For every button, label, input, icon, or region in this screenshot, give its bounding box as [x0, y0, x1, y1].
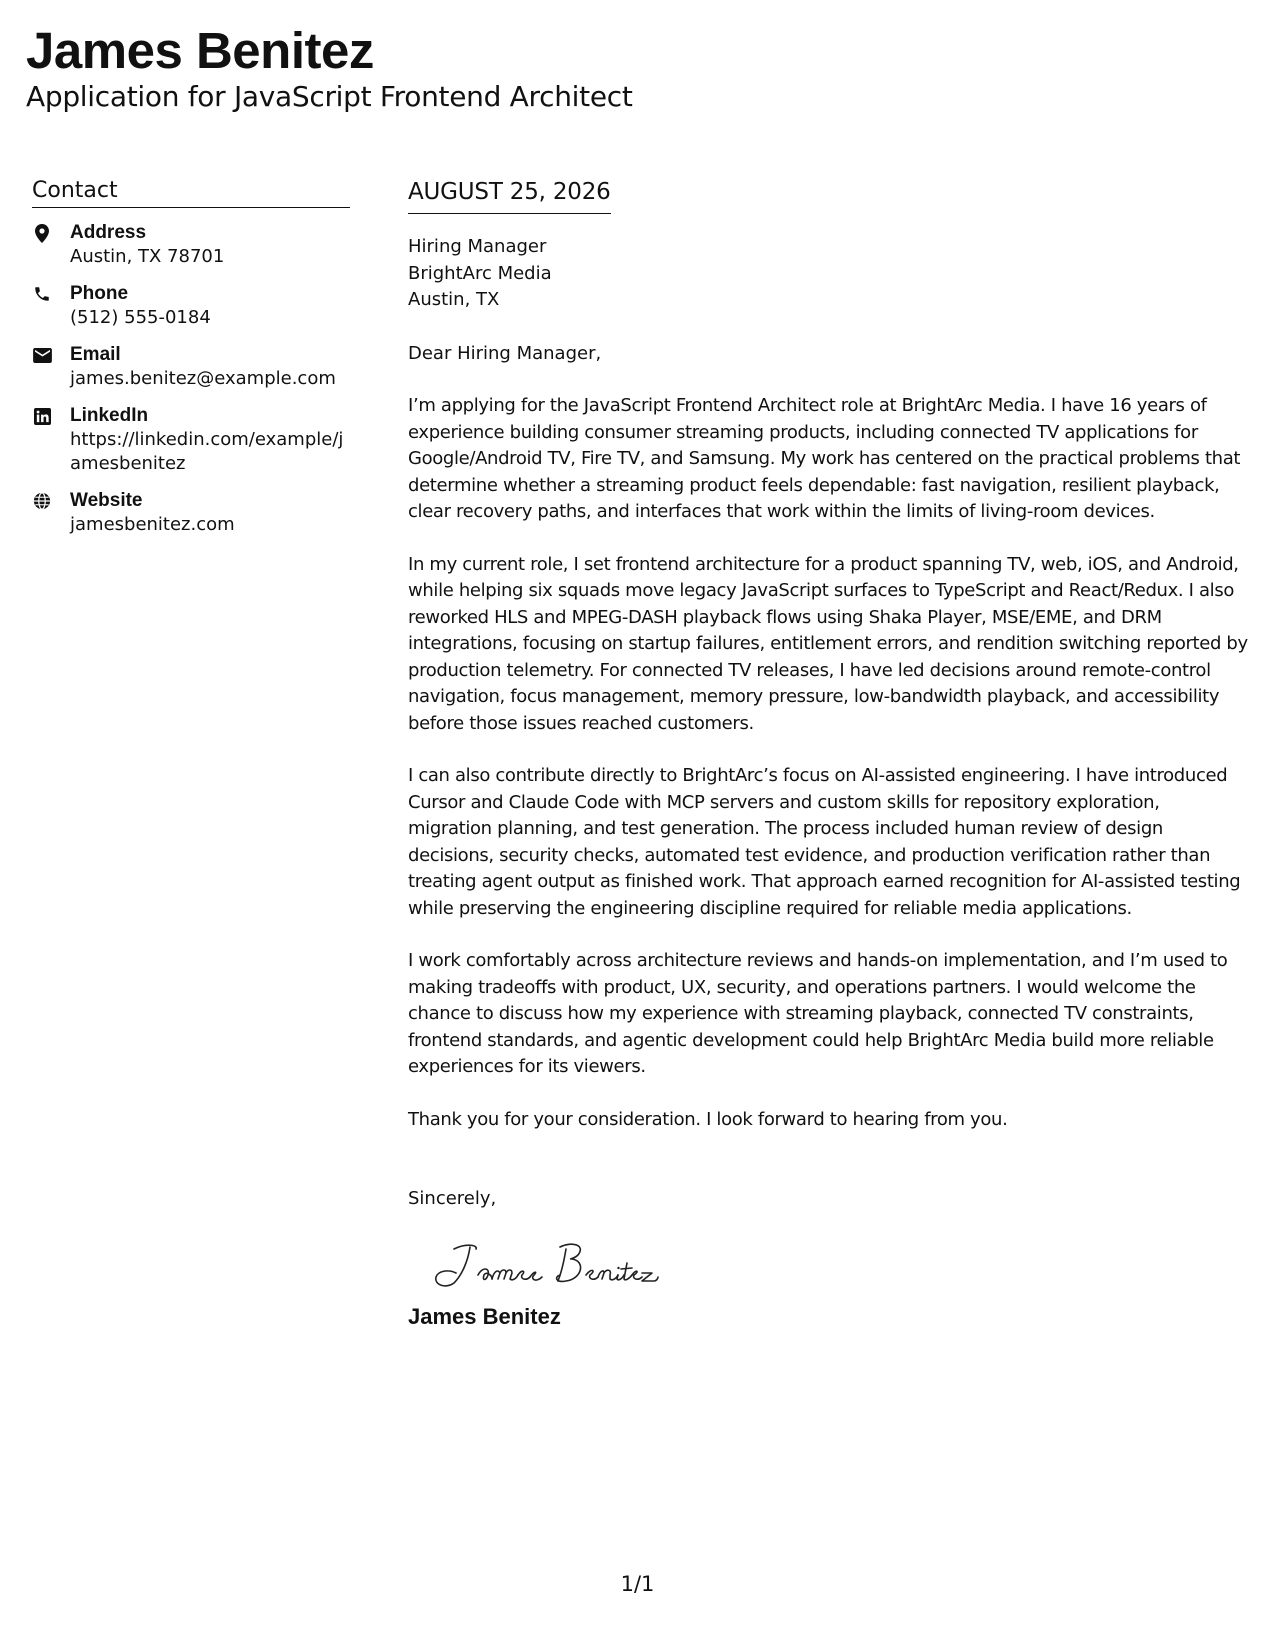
contact-value[interactable]: jamesbenitez.com [70, 514, 235, 535]
application-title: Application for JavaScript Frontend Architect [26, 80, 633, 113]
salutation: Dear Hiring Manager, [408, 342, 602, 364]
recipient-block [408, 234, 1248, 314]
contact-heading: Contact [32, 177, 350, 208]
contact-label: Email [70, 344, 121, 365]
closing: Sincerely, [408, 1188, 497, 1209]
contact-value[interactable]: james.benitez@example.com [70, 368, 336, 389]
signed-name: James Benitez [408, 1303, 561, 1329]
letter-body [408, 177, 1248, 1331]
letter-date: AUGUST 25, 2026 [408, 177, 611, 214]
contact-item-website [32, 488, 352, 537]
recipient-line: Austin, TX [408, 289, 500, 310]
contact-label: Website [70, 490, 143, 511]
contact-label: Address [70, 222, 147, 243]
map-pin-icon [32, 223, 52, 243]
letter-paragraph: In my current role, I set frontend architecture for a product spanning TV, web, iOS, and Android, while helping six squads move legacy JavaScript surfaces to TypeScript and React/Redux. I also reworked HLS and MPEG-DASH playback flows using Shaka Player, MSE/EME, and DRM integrations, focusing on startup failures, entitlement errors, and rendition switching reported by production telemetry. For connected TV releases, I have led decisions around remote-control navigation, focus management, memory pressure, low-bandwidth playback, and accessibility before those issues reached customers. [408, 553, 1248, 734]
linkedin-icon [32, 406, 52, 426]
contact-sidebar [32, 177, 352, 549]
phone-icon [32, 284, 52, 304]
envelope-icon [32, 345, 52, 365]
contact-value: Austin, TX 78701 [70, 246, 225, 267]
contact-item-phone [32, 281, 352, 330]
letter-header [26, 22, 1226, 114]
contact-item-email [32, 342, 352, 391]
contact-label: LinkedIn [70, 405, 149, 426]
contact-item-address [32, 220, 352, 269]
letter-paragraph: I can also contribute directly to BrightArc’s focus on AI-assisted engineering. I have introduced Cursor and Claude Code with MCP servers and custom skills for repository exploration, migration planning, and test generation. The process included human review of design decisions, security checks, automated test evidence, and production verification rather than treating agent output as finished work. That approach earned recognition for AI-assisted testing while preserving the engineering discipline required for reliable media applications. [408, 765, 1241, 919]
letter-paragraph: I work comfortably across architecture reviews and hands-on implementation, and I’m used to making tradeoffs with product, UX, security, and operations partners. I would welcome the chance to discuss how my experience with streaming playback, connected TV constraints, frontend standards, and agentic development could help BrightArc Media build more reliable experiences for its viewers. [408, 950, 1228, 1077]
contact-item-linkedin [32, 403, 352, 476]
contact-label: Phone [70, 283, 129, 304]
letter-paragraph: I’m applying for the JavaScript Frontend Architect role at BrightArc Media. I have 16 years of experience building consumer streaming products, including connected TV applications for Google/Android TV, Fire TV, and Samsung. My work has centered on the practical problems that determine whether a streaming product feels dependable: fast navigation, resilient playback, clear recovery paths, and interfaces that work within the limits of living-room devices. [408, 395, 1241, 522]
applicant-name: James Benitez [26, 22, 374, 79]
contact-value[interactable]: https://linkedin.com/example/jamesbenitez [70, 429, 344, 474]
contact-value: (512) 555-0184 [70, 307, 211, 328]
handwritten-signature [426, 1235, 666, 1295]
recipient-line: Hiring Manager [408, 236, 547, 257]
recipient-line: BrightArc Media [408, 262, 552, 284]
page-number: 1/1 [620, 1572, 655, 1596]
letter-paragraph: Thank you for your consideration. I look forward to hearing from you. [408, 1108, 1008, 1130]
globe-icon [32, 491, 52, 511]
